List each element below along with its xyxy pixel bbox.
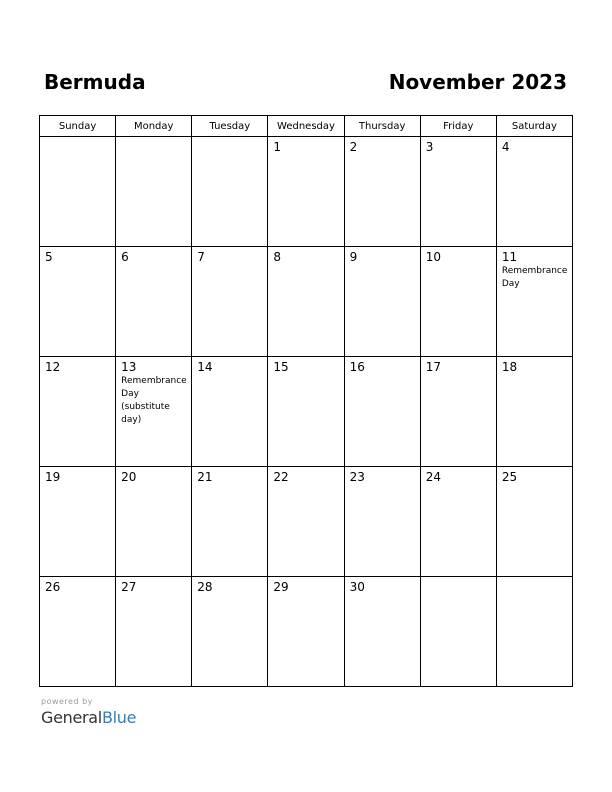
day-cell [192,137,268,247]
day-number: 21 [197,470,213,484]
day-cell [496,577,572,687]
day-number: 28 [197,580,213,594]
day-cell [268,577,344,687]
powered-by-text: powered by [41,697,93,706]
day-cell [192,247,268,357]
day-cell [420,577,496,687]
holiday-label: Remembrance Day [501,266,568,289]
day-number: 10 [425,250,441,264]
day-number: 27 [121,580,137,594]
brand-blue-text: Blue [101,708,137,727]
day-number: 9 [349,250,358,264]
day-number: 7 [197,250,205,264]
day-cell [40,467,116,577]
day-number: 5 [45,250,53,264]
day-cell [40,247,116,357]
weekday-header-wednesday: Wednesday [268,116,344,137]
weekday-header-monday: Monday [116,116,192,137]
day-number: 23 [349,470,365,484]
day-number: 8 [273,250,282,264]
day-number: 11 [501,250,518,264]
day-number: 26 [45,580,61,594]
day-number: 20 [121,470,137,484]
day-number: 19 [45,470,61,484]
week-row-5 [40,577,573,687]
day-number: 4 [501,140,510,154]
day-number: 6 [121,250,129,264]
footer-branding [41,697,136,727]
week-row-3 [40,357,573,467]
month-year-title: November 2023 [388,70,567,94]
day-cell [268,137,344,247]
day-cell [496,137,572,247]
day-number: 14 [197,360,213,374]
weekday-header-sunday: Sunday [40,116,116,137]
day-number: 30 [349,580,365,594]
week-row-1 [40,137,573,247]
day-cell [496,247,572,357]
day-number: 12 [45,360,61,374]
day-number: 1 [273,140,282,154]
day-number: 18 [501,360,518,374]
day-cell [192,467,268,577]
day-cell [420,247,496,357]
day-cell [192,357,268,467]
day-number: 22 [273,470,289,484]
day-number: 17 [425,360,441,374]
day-cell [268,247,344,357]
day-cell [344,467,420,577]
weekday-header-friday: Friday [420,116,496,137]
day-cell [344,247,420,357]
day-cell [116,247,192,357]
day-number: 13 [121,360,137,374]
week-row-4 [40,467,573,577]
day-cell [116,357,192,467]
holiday-label: Remembrance Day (substitute day) [121,376,187,425]
day-cell [116,137,192,247]
day-cell [192,577,268,687]
day-cell [40,137,116,247]
brand-general-text: General [41,708,102,727]
weekday-header-tuesday: Tuesday [192,116,268,137]
country-title: Bermuda [44,70,146,94]
day-cell [268,467,344,577]
day-cell [344,577,420,687]
day-number: 16 [349,360,365,374]
day-number: 29 [273,580,289,594]
day-cell [344,357,420,467]
day-cell [116,467,192,577]
calendar-grid [39,115,573,687]
weekday-header-saturday: Saturday [496,116,572,137]
weekday-header-row [40,116,573,137]
generalblue-logo[interactable] [41,708,136,727]
day-cell [344,137,420,247]
day-number: 2 [349,140,358,154]
day-cell [420,137,496,247]
day-cell [496,467,572,577]
week-row-2 [40,247,573,357]
day-number: 3 [425,140,434,154]
day-cell [40,357,116,467]
day-cell [268,357,344,467]
day-cell [116,577,192,687]
day-number: 25 [501,470,518,484]
day-cell [496,357,572,467]
day-cell [420,357,496,467]
weekday-header-thursday: Thursday [344,116,420,137]
day-cell [420,467,496,577]
day-cell [40,577,116,687]
day-number: 15 [273,360,289,374]
day-number: 24 [425,470,441,484]
